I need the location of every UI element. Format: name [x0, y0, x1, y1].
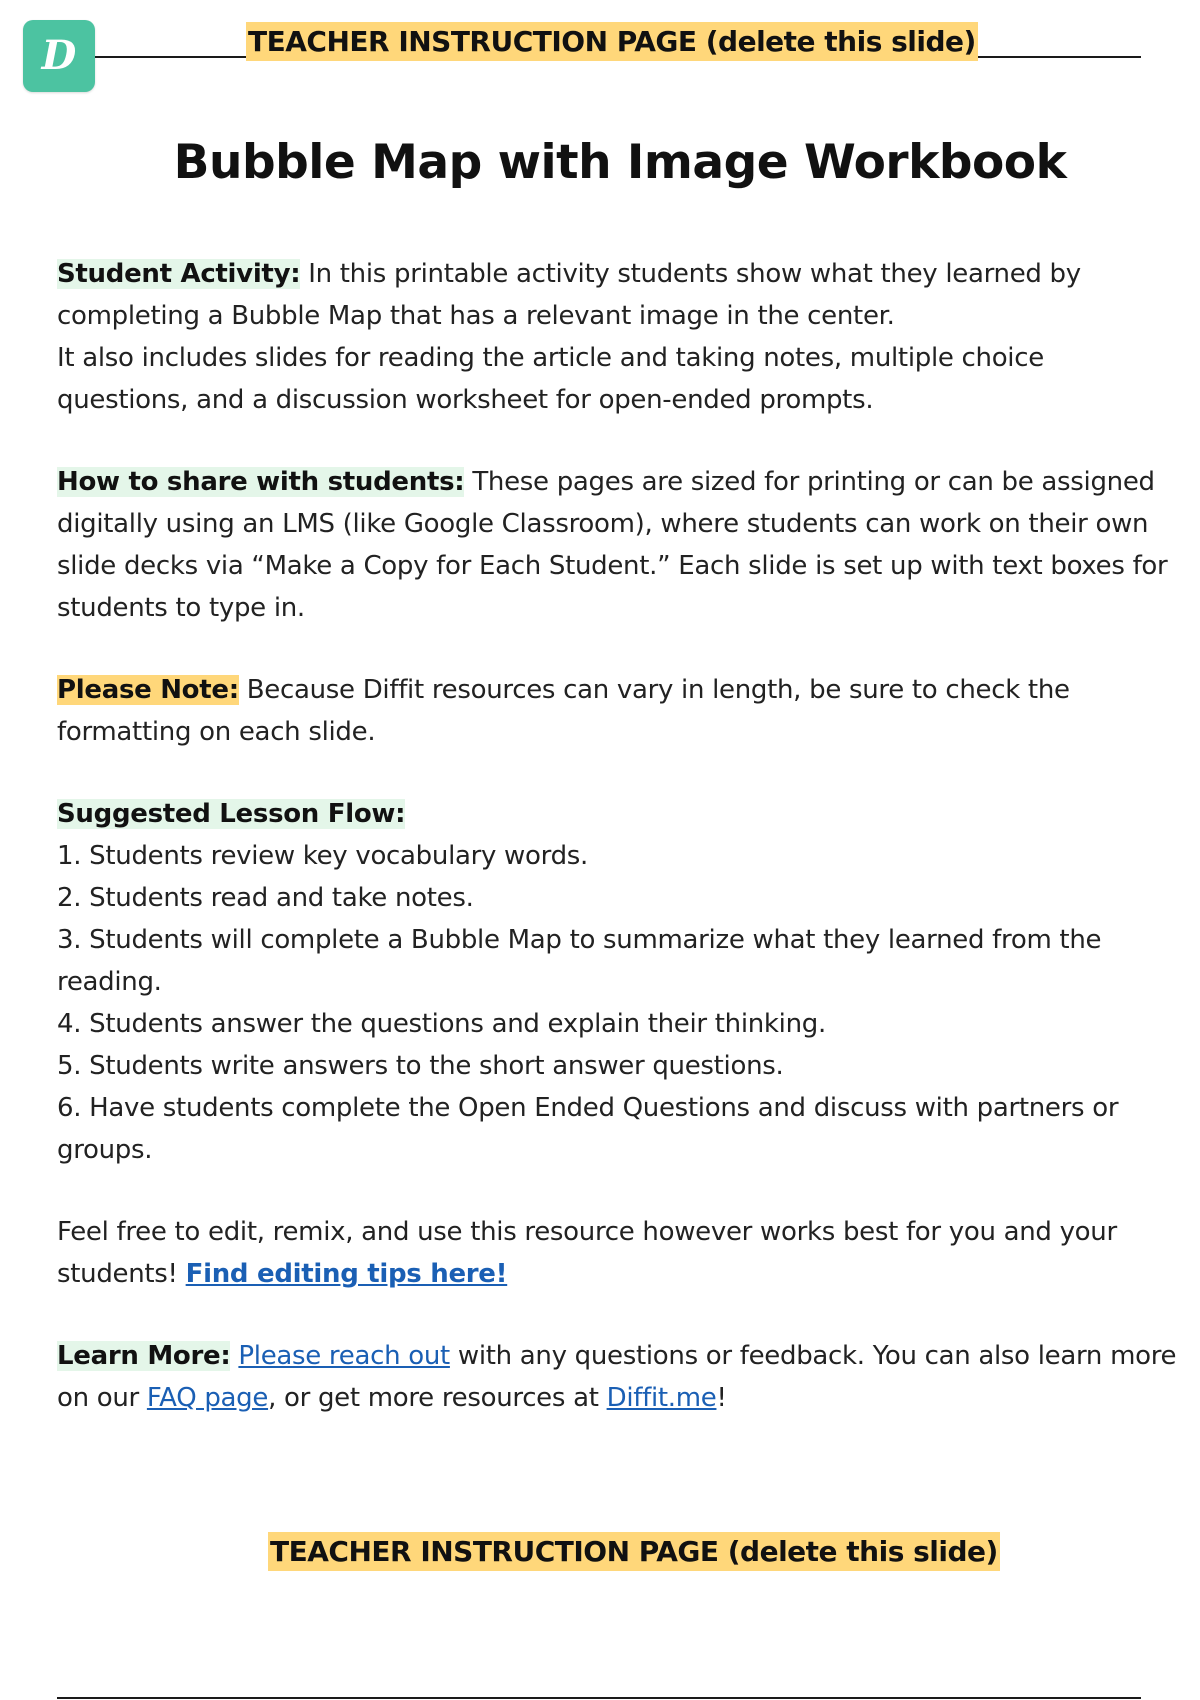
learn-more-text-3: ! [716, 1383, 727, 1413]
lesson-flow-label: Suggested Lesson Flow: [57, 799, 406, 829]
lesson-step: 4. Students answer the questions and explain their thinking. [57, 1009, 826, 1039]
please-note-section [57, 669, 1177, 753]
reach-out-link[interactable]: Please reach out [238, 1341, 450, 1371]
lesson-step: 6. Have students complete the Open Ended Questions and discuss with partners or groups. [57, 1093, 1119, 1165]
feel-free-section [57, 1211, 1177, 1295]
bottom-divider [57, 1697, 1141, 1699]
feel-free-text: Feel free to edit, remix, and use this resource however works best for you and your students! [57, 1217, 1117, 1289]
learn-more-section [57, 1335, 1177, 1419]
banner-top: TEACHER INSTRUCTION PAGE (delete this slide) [246, 22, 978, 61]
how-to-share-label: How to share with students: [57, 467, 465, 497]
lesson-step: 5. Students write answers to the short answer questions. [57, 1051, 784, 1081]
learn-more-label: Learn More: [57, 1341, 231, 1371]
learn-more-text-1: with any questions or feedback. You can also learn more on our [57, 1341, 1177, 1413]
lesson-step: 3. Students will complete a Bubble Map to summarize what they learned from the reading. [57, 925, 1102, 997]
page-title: Bubble Map with Image Workbook [173, 135, 1067, 190]
banner-bottom: TEACHER INSTRUCTION PAGE (delete this slide) [268, 1532, 1000, 1571]
student-activity-text-1: In this printable activity students show what they learned by completing a Bubble Map that has a relevant image in the center. [57, 259, 1081, 331]
learn-more-text-2: , or get more resources at [268, 1383, 607, 1413]
lesson-step: 2. Students read and take notes. [57, 883, 474, 913]
editing-tips-link[interactable]: Find editing tips here! [185, 1259, 508, 1289]
how-to-share-section [57, 461, 1177, 629]
lesson-step: 1. Students review key vocabulary words. [57, 841, 588, 871]
please-note-text: Because Diffit resources can vary in length, be sure to check the formatting on each slide. [57, 675, 1070, 747]
please-note-label: Please Note: [57, 675, 239, 705]
student-activity-text-2: It also includes slides for reading the article and taking notes, multiple choice questions, and a discussion worksheet for open-ended prompts. [57, 343, 1044, 415]
lesson-flow-steps [57, 835, 1177, 1171]
student-activity-section [57, 253, 1177, 421]
instructions-body [57, 253, 1177, 1459]
logo-letter: D [41, 32, 77, 79]
student-activity-label: Student Activity: [57, 259, 301, 289]
faq-link[interactable]: FAQ page [146, 1383, 269, 1413]
diffit-logo [23, 20, 95, 92]
how-to-share-text: These pages are sized for printing or can be assigned digitally using an LMS (like Google Classroom), where students can work on their own slide decks via “Make a Copy for Each Student.” Each slide is set up with text boxes for students to type in. [57, 467, 1168, 623]
lesson-flow-section [57, 793, 1177, 835]
diffit-link[interactable]: Diffit.me [606, 1383, 717, 1413]
